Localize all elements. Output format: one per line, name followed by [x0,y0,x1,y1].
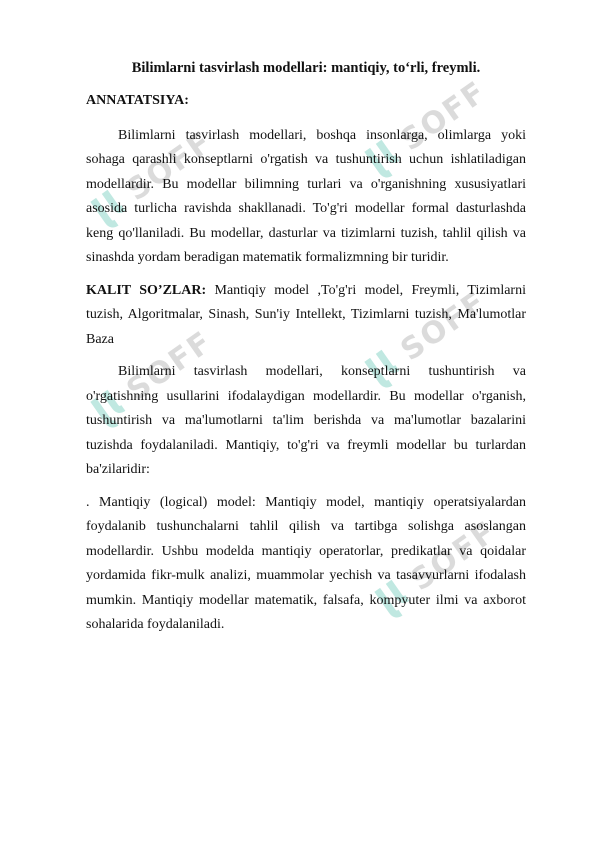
keywords-text: Mantiqiy model ,To'g'ri model, Freymli, Tizimlarni tuzish, Algoritmalar, Sinash, Sun'iy Intellekt, Tizimlarni tuzish, Ma'lumotlar Baza [86,282,526,347]
annotation-paragraph: Bilimlarni tasvirlash modellari, boshqa insonlarga, olimlarga yoki sohaga qarashli konseptlarni o'rgatish va tushuntirish uchun ishlatiladigan modellardir. Bu modellar bilimning turlari va o'rganishning xususiyatlari asosida turlicha ravishda shakllanadi. To'g'ri modellar formal dasturlashda keng qo'llaniladi. Bu modellar, dasturlar va tizimlarni tuzish, tahlil qilish va sinashda yordam beradigan matematik formalizmning bir turidir. [86,127,526,265]
document-page [86,56,526,646]
watermark-text: SOFF [394,283,494,368]
keywords-paragraph [86,279,526,353]
document-title: Bilimlarni tasvirlash modellari: mantiqiy, to‘rli, freymli. [131,60,481,76]
watermark-text: SOFF [404,513,504,598]
watermark-text: SOFF [120,123,220,208]
body-paragraph: . Mantiqiy (logical) model: Mantiqiy model, mantiqiy operatsiyalardan foydalanib tushunchalarni tahlil qilish va tartibga solishga asoslangan modellardir. Ushbu modelda mantiqiy operatorlar, predikatlar va qoidalar yordamida fikr-mulk analizi, muammolar yechish va tasavvurlarni ifodalash mumkin. Mantiqiy modellar matematik, falsafa, kompyuter ilmi va axborot sohalarida foydalaniladi. [86,494,526,632]
annotation-heading: ANNATATSIYA: [86,93,189,108]
watermark-text: SOFF [394,73,494,158]
keywords-label: KALIT SO’ZLAR: [86,282,207,298]
watermark-text: SOFF [120,323,220,408]
body-paragraph: Bilimlarni tasvirlash modellari, konseptlarni tushuntirish va o'rgatishning usullarini ifodalaydigan modellardir. Bu modellar o'rganish, tushuntirish va ma'lumotlarni ta'lim berishda va ma'lumotlar bazalarini tuzishda foydalaniladi. Mantiqiy, to'g'ri va freymli modellar bu turlardan ba'zilaridir: [86,364,526,477]
